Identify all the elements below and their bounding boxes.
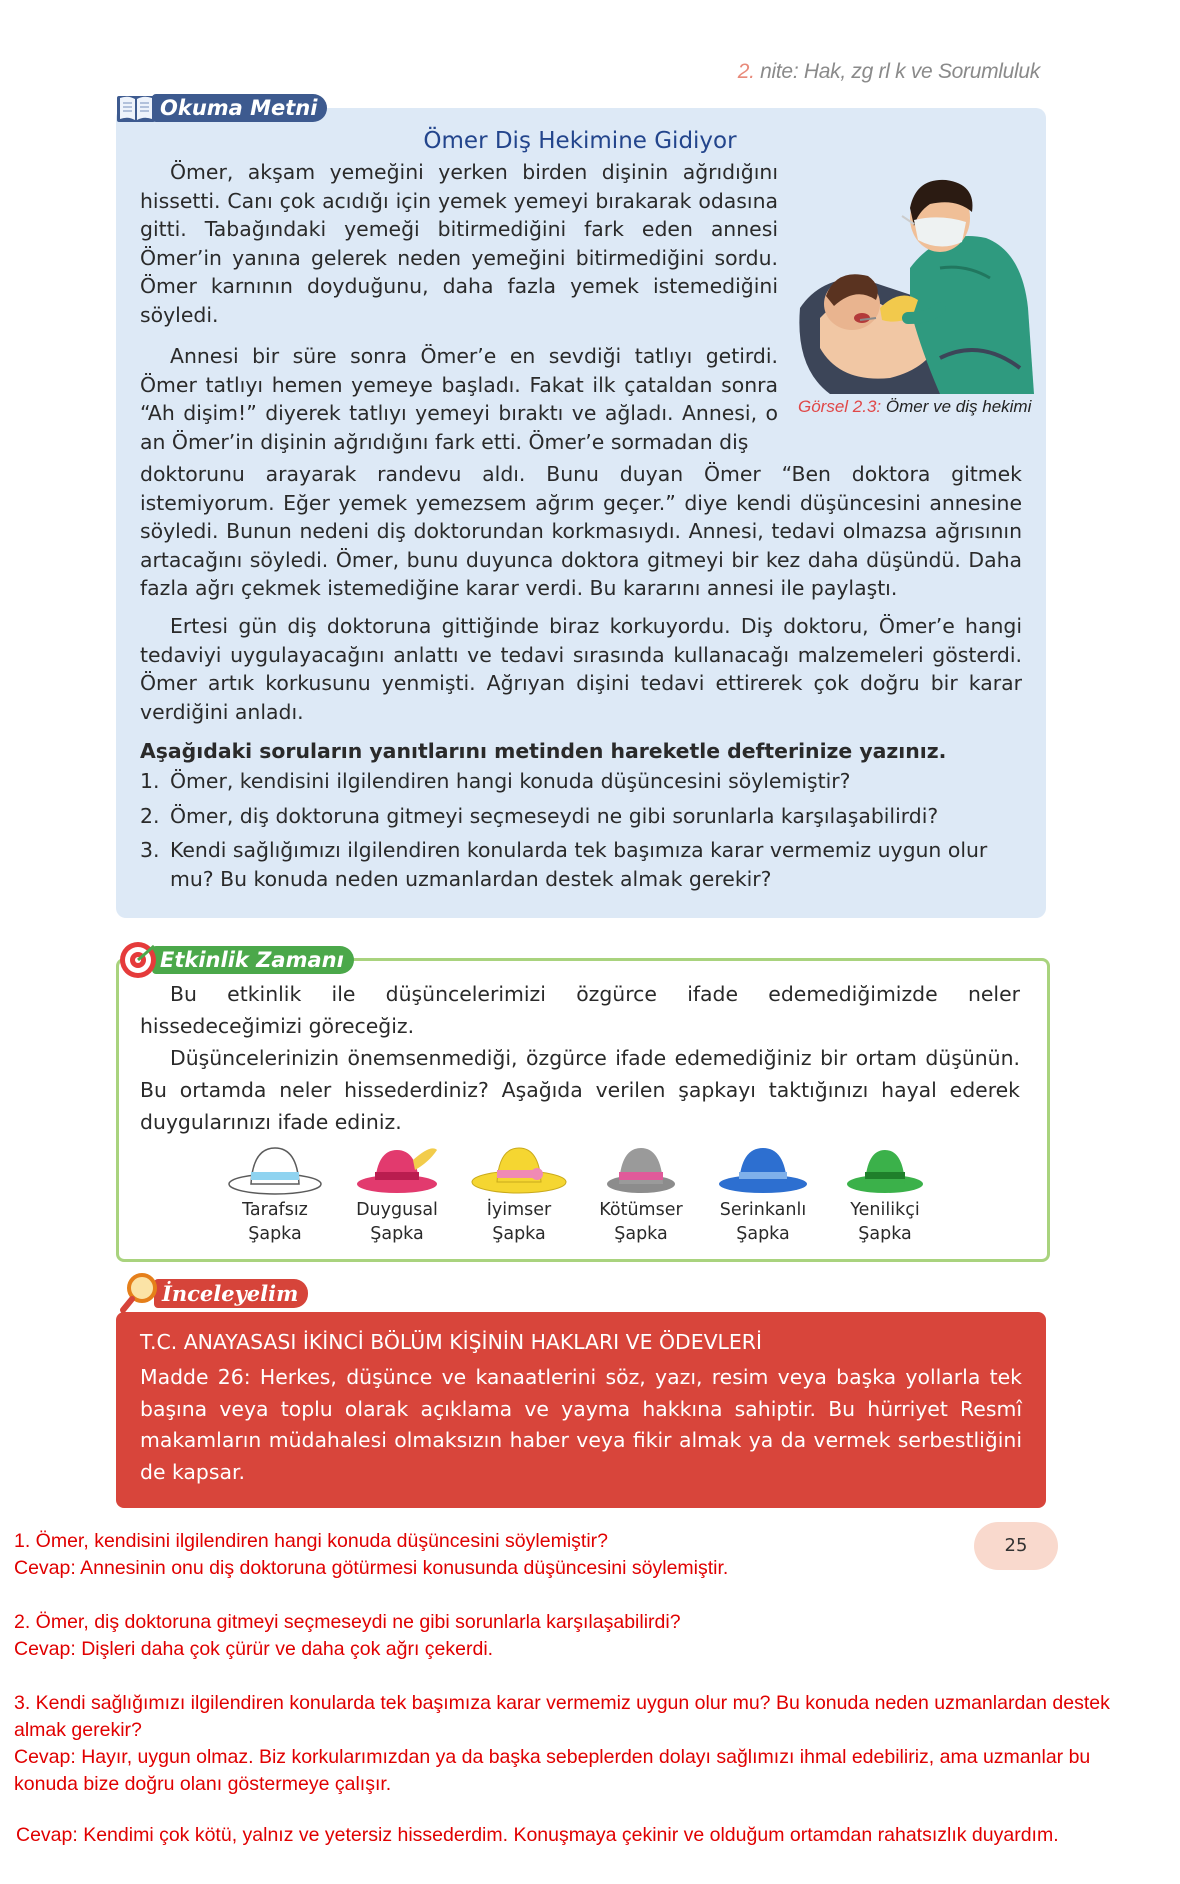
answer-block bbox=[14, 1609, 1154, 1663]
hat-item bbox=[342, 1140, 452, 1246]
hat-icon bbox=[349, 1140, 445, 1196]
answer-text: Cevap: Dişleri daha çok çürür ve daha çok ağrı çekerdi. bbox=[14, 1638, 494, 1660]
okuma-metni-tag bbox=[116, 92, 327, 124]
unit-title: nite: Hak, zg rl k ve Sorumluluk bbox=[760, 60, 1040, 83]
hat-label: Duygusal Şapka bbox=[356, 1200, 438, 1244]
story-paragraph-2: Annesi bir süre sonra Ömer’e en sevdiği tatlıyı getirdi. Ömer tatlıyı hemen yemeye başladı. Fakat ilk çataldan sonra “Ah dişim!” diyerek tatlıyı yemeyi bıraktı ve ağladı. Annesi, o an Ömer’in dişinin ağrıdığını fark etti. Ömer’e sormadan diş bbox=[140, 344, 778, 454]
hat-item bbox=[464, 1140, 574, 1246]
inceleyelim-label: İnceleyelim bbox=[154, 1279, 308, 1308]
question-text: Kendi sağlığımızı ilgilendiren konularda tek başımıza karar vermemiz uygun olur mu? Bu konuda neden uzmanlardan destek almak gerekir? bbox=[170, 838, 988, 891]
okuma-metni-label: Okuma Metni bbox=[152, 94, 327, 122]
hat-item bbox=[708, 1140, 818, 1246]
hat-icon bbox=[837, 1140, 933, 1196]
question-item bbox=[140, 802, 1022, 831]
story-paragraph-4: Ertesi gün diş doktoruna gittiğinde biraz korkuyordu. Diş doktoru, Ömer’e hangi tedaviyi uygulayacağını anlattı ve tedavi sırasında kullanacağı malzemeleri gösterdi. Ömer artık korkusunu yenmişti. Ağrıyan dişini tedavi ettirerek çok doğru bir karar verdiğini anladı. bbox=[140, 614, 1022, 724]
answer-text: Cevap: Hayır, uygun olmaz. Biz korkularımızdan ya da başka sebeplerden dolayı sağlımızı ihmal edebiliriz, ama uzmanlar bu konuda bize doğru olanı göstermeye çalışır. bbox=[14, 1746, 1091, 1795]
activity-answer: Cevap: Kendimi çok kötü, yalnız ve yetersiz hissederdim. Konuşmaya çekinir ve olduğum ortamdan rahatsızlık duyardım. bbox=[16, 1824, 1059, 1846]
constitution-text: Madde 26: Herkes, düşünce ve kanaatlerini söz, yazı, resim veya başka yollarla tek başına veya toplu olarak açıklama ve yayma hakkına sahiptir. Bu hürriyet Resmî makamların müdahalesi olmaksızın haber veya fikir almak ya da vermek serbestliğini de kapsar. bbox=[140, 1365, 1022, 1484]
question-list bbox=[140, 767, 1022, 899]
unit-number: 2. bbox=[737, 60, 755, 83]
question-number: 2. bbox=[140, 803, 160, 828]
etkinlik-zamani-label: Etkinlik Zamanı bbox=[152, 946, 354, 974]
story-paragraph-1: Ömer, akşam yemeğini yerken birden dişinin ağrıdığını hissetti. Canı çok acıdığı için yemek yemeyi bırakarak odasına gitti. Tabağındaki yemeği bitirmediğini fark eden annesi Ömer’in yanına gelerek neden yemeğini bitirmediğini sordu. Ömer karnının doyduğunu, daha fazla yemek istemediğini söyledi. bbox=[140, 160, 778, 327]
question-item bbox=[140, 767, 1022, 796]
answers-section bbox=[14, 1528, 1154, 1825]
answer-block bbox=[14, 1528, 1154, 1582]
hat-item bbox=[220, 1140, 330, 1246]
hat-label: Yenilikçi Şapka bbox=[850, 1200, 920, 1244]
magnifier-icon bbox=[120, 1272, 160, 1314]
story-title: Ömer Diş Hekimine Gidiyor bbox=[423, 128, 737, 154]
book-icon bbox=[116, 92, 156, 124]
activity-paragraph-1: Bu etkinlik ile düşüncelerimizi özgürce ifade edemediğimizde neler hissedeceğimizi göreceğiz. bbox=[140, 982, 1020, 1038]
answer-question: 1. Ömer, kendisini ilgilendiren hangi konuda düşüncesini söylemiştir? bbox=[14, 1530, 608, 1552]
caption-number: Görsel 2.3: bbox=[798, 397, 882, 416]
hat-icon bbox=[227, 1140, 323, 1196]
etkinlik-zamani-tag bbox=[118, 940, 354, 980]
hat-item bbox=[586, 1140, 696, 1246]
hat-row bbox=[220, 1140, 940, 1246]
unit-header bbox=[640, 60, 1040, 84]
target-icon bbox=[118, 940, 158, 980]
hat-item bbox=[830, 1140, 940, 1246]
dentist-illustration bbox=[790, 168, 1034, 394]
hat-icon bbox=[471, 1140, 567, 1196]
question-number: 1. bbox=[140, 769, 160, 793]
page-number: 25 bbox=[974, 1522, 1058, 1570]
questions-heading: Aşağıdaki soruların yanıtlarını metinden hareketle defterinize yazınız. bbox=[140, 739, 947, 763]
question-text: Ömer, diş doktoruna gitmeyi seçmeseydi ne gibi sorunlarla karşılaşabilirdi? bbox=[170, 803, 939, 828]
question-number: 3. bbox=[140, 838, 160, 863]
answer-block bbox=[14, 1690, 1154, 1798]
answer-question: 3. Kendi sağlığımızı ilgilendiren konularda tek başımıza karar vermemiz uygun olur mu? Bu konuda neden uzmanlardan destek almak gerekir? bbox=[14, 1692, 1110, 1741]
answer-text: Cevap: Annesinin onu diş doktoruna götürmesi konusunda düşüncesini söylemiştir. bbox=[14, 1557, 729, 1579]
hat-label: Kötümser Şapka bbox=[599, 1200, 683, 1244]
activity-paragraph-2: Düşüncelerinizin önemsenmediği, özgürce ifade edemediğiniz bir ortam düşünün. Bu ortamda neler hissederdiniz? Aşağıda verilen şapkayı taktığınızı hayal ederek duygularınızı ifade ediniz. bbox=[140, 1046, 1020, 1134]
illustration-caption bbox=[798, 397, 1038, 417]
constitution-heading: T.C. ANAYASASI İKİNCİ BÖLÜM KİŞİNİN HAKLARI VE ÖDEVLERİ bbox=[140, 1330, 762, 1354]
hat-icon bbox=[593, 1140, 689, 1196]
inceleyelim-tag bbox=[120, 1272, 308, 1314]
question-text: Ömer, kendisini ilgilendiren hangi konuda düşüncesini söylemiştir? bbox=[170, 769, 851, 793]
caption-text: Ömer ve diş hekimi bbox=[885, 397, 1032, 416]
hat-label: İyimser Şapka bbox=[486, 1200, 552, 1244]
hat-label: Serinkanlı Şapka bbox=[719, 1200, 807, 1244]
answer-question: 2. Ömer, diş doktoruna gitmeyi seçmeseydi ne gibi sorunlarla karşılaşabilirdi? bbox=[14, 1611, 681, 1633]
story-paragraph-3: doktorunu arayarak randevu aldı. Bunu duyan Ömer “Ben doktora gitmek istemiyorum. Eğer yemek yemezsem ağrım geçer.” diye kendi düşüncesini annesine söyledi. Bunun nedeni diş doktorundan korkmasıydı. Annesi, tedavi olmazsa ağrısının artacağını söyledi. Ömer, bunu duyunca doktora gitmeyi bir kez daha düşündü. Daha fazla ağrı çekmek istemediğine karar verdi. Bu kararını annesi ile paylaştı. bbox=[140, 462, 1022, 601]
hat-label: Tarafsız Şapka bbox=[242, 1200, 308, 1244]
question-item bbox=[140, 836, 1022, 893]
hat-icon bbox=[715, 1140, 811, 1196]
